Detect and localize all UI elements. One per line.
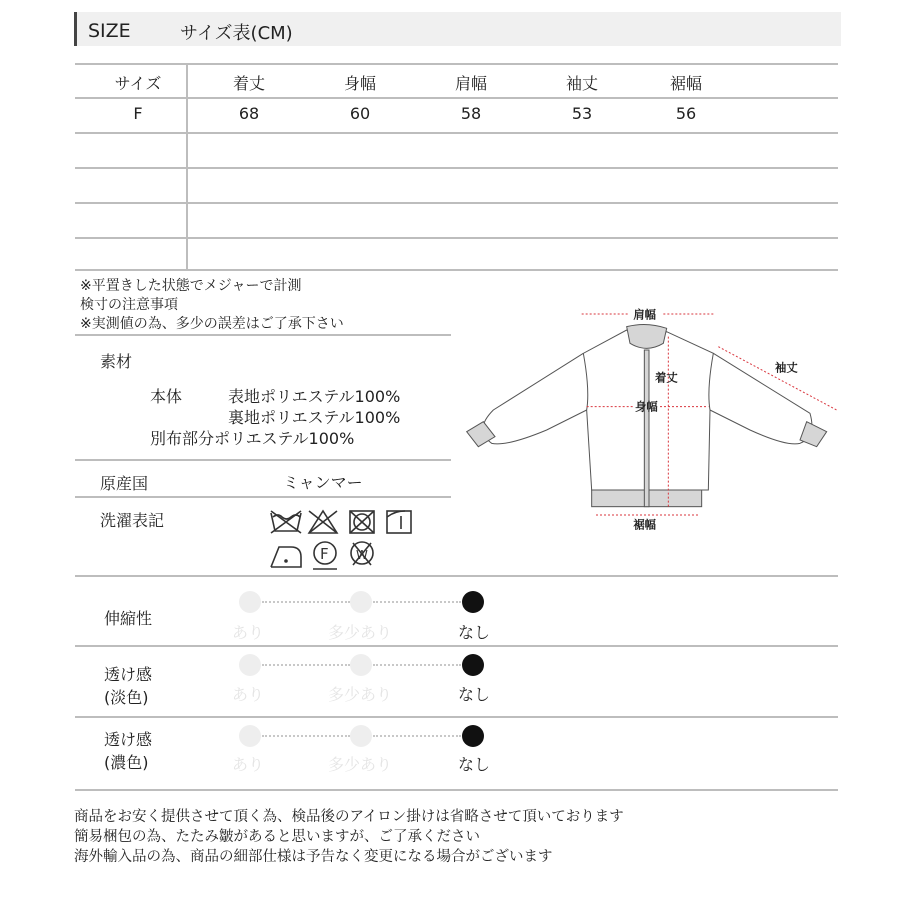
property-label: (淡色) <box>104 688 149 707</box>
dry-clean-f-icon <box>313 542 337 569</box>
no-tumble-dry-icon <box>350 511 374 533</box>
table-cell: 68 <box>238 104 260 123</box>
option-label: あり <box>231 623 265 642</box>
svg-text:F: F <box>320 545 329 563</box>
table-cell: 58 <box>460 104 482 123</box>
table-cell: F <box>133 104 143 123</box>
col-header: 袖丈 <box>565 74 599 93</box>
jacket-measurement-diagram <box>460 290 860 540</box>
option-label-selected: なし <box>457 685 491 704</box>
iron-low-icon <box>271 547 301 567</box>
origin-label: 原産国 <box>100 474 149 493</box>
option-label: 多少あり <box>327 623 393 642</box>
option-label: 多少あり <box>327 685 393 704</box>
option-label: あり <box>231 755 265 774</box>
care-symbols <box>265 505 425 573</box>
care-label: 洗濯表記 <box>100 511 165 530</box>
origin-value: ミャンマー <box>283 473 363 492</box>
col-header: 着丈 <box>232 74 266 93</box>
table-cell: 53 <box>571 104 593 123</box>
material-body-label: 本体 <box>150 387 183 406</box>
note: ※実測値の為、多少の誤差はご了承下さい <box>80 316 344 332</box>
note: ※平置きした状態でメジャーで計測 <box>80 278 302 294</box>
note: 検寸の注意事項 <box>80 297 178 313</box>
diagram-label-sleeve: 袖丈 <box>775 360 798 375</box>
option-label-selected: なし <box>457 623 491 642</box>
option-label: 多少あり <box>327 755 393 774</box>
selected-dot <box>462 591 484 613</box>
footer-note: 海外輸入品の為、商品の細部仕様は予告なく変更になる場合がございます <box>74 849 553 865</box>
col-header: 裾幅 <box>669 74 703 93</box>
footer-note: 簡易梱包の為、たたみ皺があると思いますが、ご了承ください <box>74 829 480 845</box>
material-heading: 素材 <box>100 352 133 371</box>
no-bleach-icon <box>309 511 337 533</box>
table-cell: 56 <box>675 104 697 123</box>
diagram-label-length: 着丈 <box>655 370 678 385</box>
col-header: 身幅 <box>343 74 377 93</box>
col-header: サイズ <box>114 74 162 93</box>
svg-text:W: W <box>356 548 368 562</box>
diagram-label-shoulder: 肩幅 <box>633 307 657 322</box>
selected-dot <box>462 725 484 747</box>
property-label: 透け感 <box>104 730 153 749</box>
diagram-label-chest: 身幅 <box>635 399 658 414</box>
option-label: あり <box>231 685 265 704</box>
property-label: 透け感 <box>104 665 153 684</box>
footer-note: 商品をお安く提供させて頂く為、検品後のアイロン掛けは省略させて頂いております <box>74 809 624 825</box>
property-label: (濃色) <box>104 753 149 772</box>
table-cell: 60 <box>349 104 371 123</box>
no-wash-icon <box>271 511 301 533</box>
material-other: 別布部分ポリエステル100% <box>150 429 355 448</box>
option-label-selected: なし <box>457 755 491 774</box>
size-label: SIZE <box>88 20 131 42</box>
left-sleeve <box>483 353 587 444</box>
diagram-label-hem: 裾幅 <box>633 517 657 532</box>
no-wet-clean-icon <box>351 542 373 565</box>
property-label: 伸縮性 <box>104 609 153 628</box>
material-line: 表地ポリエステル100% <box>228 387 401 406</box>
selected-dot <box>462 654 484 676</box>
material-line: 裏地ポリエステル100% <box>228 408 401 427</box>
col-header: 肩幅 <box>454 74 488 93</box>
line-dry-icon <box>387 511 411 533</box>
size-title: サイズ表(CM) <box>180 23 293 44</box>
